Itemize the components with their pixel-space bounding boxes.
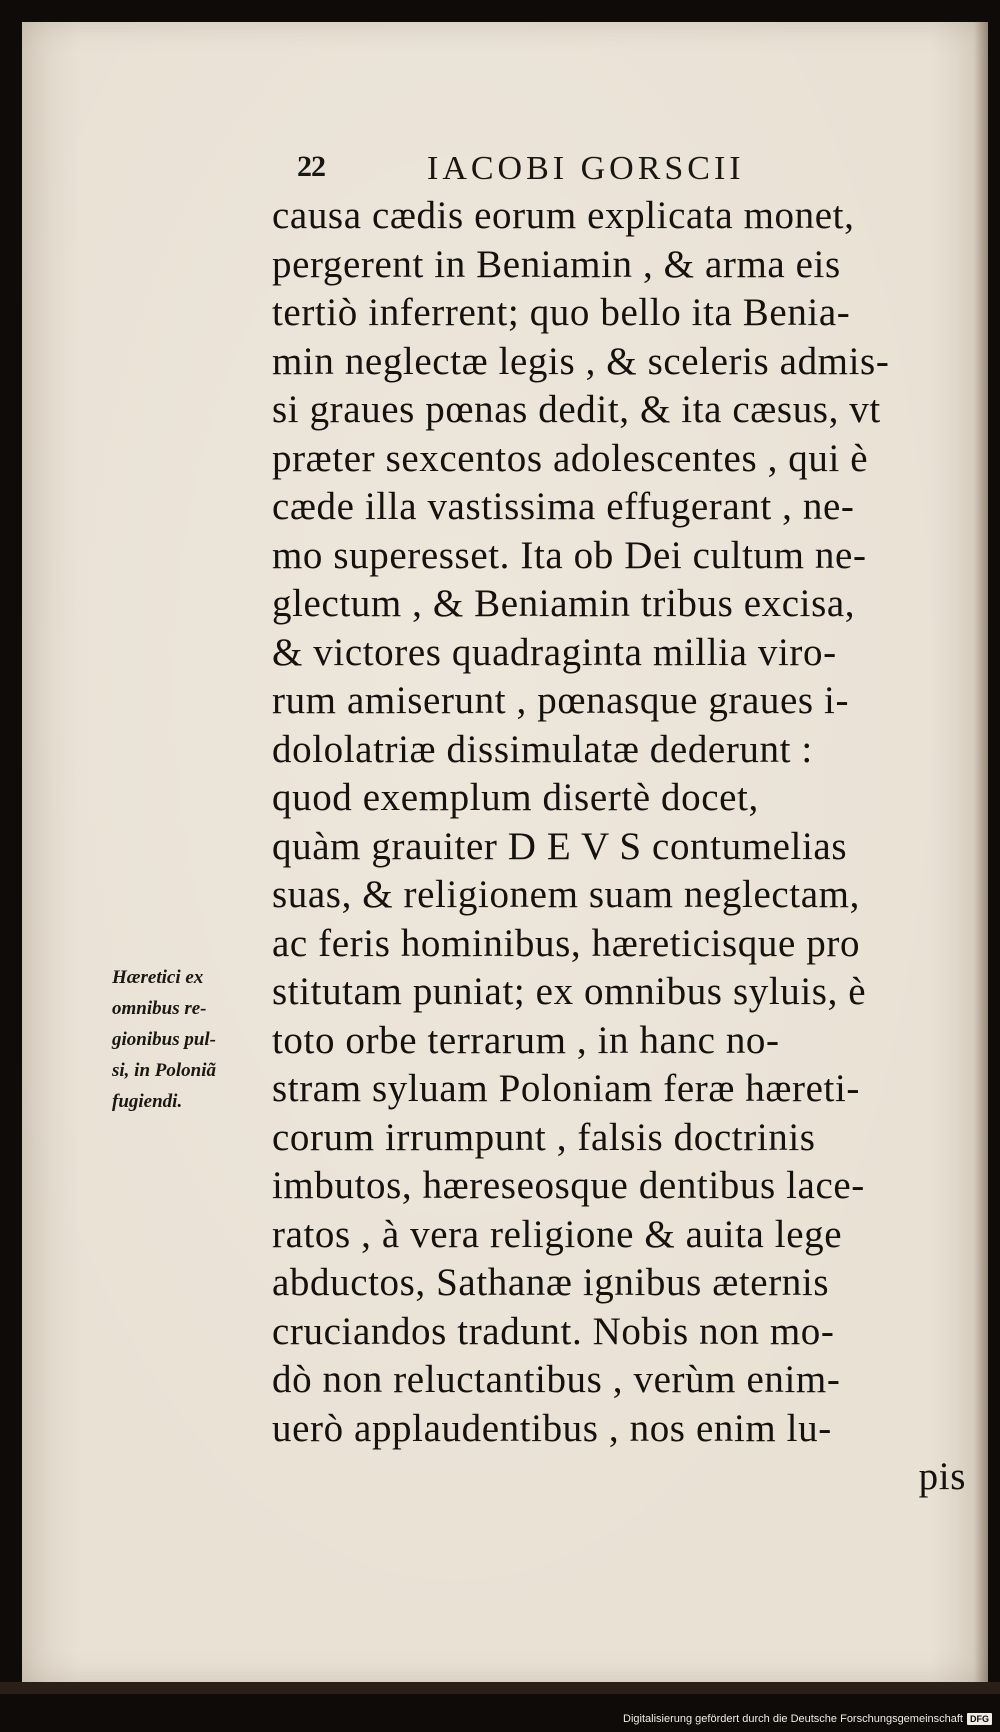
text-line: abductos, Sathanæ ignibus æternis — [272, 1261, 830, 1304]
text-line: uerò applaudentibus , nos enim lu- — [272, 1406, 832, 1450]
bottom-band — [0, 1682, 1000, 1694]
text-line: cæde illa vastissima effugerant , ne- — [272, 485, 855, 528]
text-line: ratos , à vera religione & auita lege — [272, 1212, 843, 1256]
marginal-note — [112, 962, 262, 1117]
marginal-note-line: omnibus re- — [112, 998, 207, 1019]
dfg-logo: DFG — [967, 1713, 992, 1725]
text-line: mo superesset. Ita ob Dei cultum ne- — [272, 533, 867, 577]
marginal-note-line: Hæretici ex — [112, 967, 204, 988]
text-line: & victores quadraginta millia viro- — [272, 630, 837, 674]
text-line: cruciandos tradunt. Nobis non mo- — [272, 1309, 835, 1353]
body-text — [272, 192, 972, 1502]
digitization-credit — [623, 1712, 992, 1726]
credit-text: Digitalisierung gefördert durch die Deutsche Forschungsgemeinschaft — [623, 1713, 963, 1725]
text-line: stitutam puniat; ex omnibus syluis, è — [272, 970, 867, 1013]
text-line: toto orbe terrarum , in hanc no- — [272, 1018, 780, 1062]
catchword: pis — [918, 1455, 966, 1498]
text-line: stram syluam Poloniam feræ hæreti- — [272, 1067, 860, 1110]
text-line: rum amiserunt , pœnasque graues i- — [272, 679, 850, 722]
text-line: min neglectæ legis , & sceleris admis- — [272, 339, 890, 383]
text-line: quod exemplum disertè docet, — [272, 776, 759, 819]
text-line: tertiò inferrent; quo bello ita Benia- — [272, 291, 851, 334]
running-title: IACOBI GORSCII — [427, 150, 745, 187]
running-head — [297, 150, 857, 190]
text-line: si graues pœnas dedit, & ita cæsus, vt — [272, 388, 881, 431]
marginal-note-line: fugiendi. — [112, 1091, 183, 1112]
text-line: præter sexcentos adolescentes , qui è — [272, 436, 869, 480]
text-line: dololatriæ dissimulatæ dederunt : — [272, 727, 813, 771]
text-line: pergerent in Beniamin , & arma eis — [272, 242, 841, 286]
text-line: causa cædis eorum explicata monet, — [272, 194, 855, 237]
page-number: 22 — [297, 150, 325, 183]
text-line: glectum , & Beniamin tribus excisa, — [272, 582, 856, 625]
text-line: ac feris hominibus, hæreticisque pro — [272, 921, 861, 965]
text-line: imbutos, hæreseosque dentibus lace- — [272, 1164, 865, 1207]
text-line: suas, & religionem suam neglectam, — [272, 873, 860, 916]
text-line: quàm grauiter D E V S contumelias — [272, 824, 848, 868]
page-edge-shadow — [974, 22, 988, 1682]
marginal-note-line: gionibus pul- — [112, 1029, 217, 1050]
marginal-note-line: si, in Poloniã — [112, 1060, 216, 1081]
text-line: corum irrumpunt , falsis doctrinis — [272, 1115, 816, 1159]
text-line: dò non reluctantibus , verùm enim- — [272, 1358, 841, 1401]
